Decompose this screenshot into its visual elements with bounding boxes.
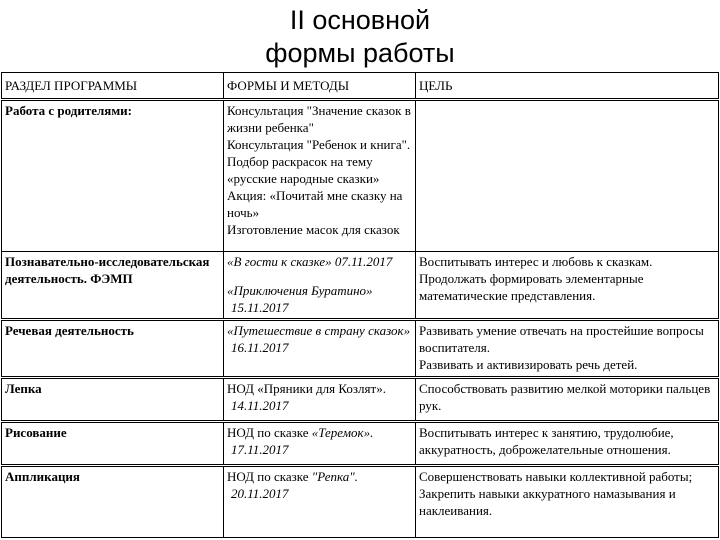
- form-date: 14.11.2017: [231, 398, 289, 413]
- form-date: 17.11.2017: [231, 442, 289, 457]
- slide-title-line2: формы работы: [265, 38, 455, 68]
- goal-item: Совершенствовать навыки коллективной работы;: [419, 469, 693, 484]
- goal-cell: [416, 378, 719, 422]
- goal-cell: [416, 422, 719, 466]
- form-item-title: "Репка".: [311, 469, 358, 484]
- forms-cell: [224, 466, 416, 538]
- section-cell: Работа с родителями:: [2, 100, 224, 252]
- goal-cell: [416, 100, 719, 252]
- table-row: [2, 378, 719, 422]
- program-table: [1, 72, 719, 538]
- form-item: НОД по сказке: [227, 469, 309, 484]
- forms-cell: [224, 252, 416, 320]
- slide-title: [0, 4, 720, 70]
- form-item: НОД по сказке: [227, 425, 309, 440]
- form-item: Консультация "Ребенок и книга".: [227, 137, 411, 152]
- goal-item: Закрепить навыки аккуратного намазывания и наклеивания.: [419, 486, 676, 518]
- section-cell: Рисование: [2, 422, 224, 466]
- table-row: [2, 422, 719, 466]
- goal-item: Развивать умение отвечать на простейшие вопросы воспитателя.: [419, 323, 704, 355]
- form-item-title: «Теремок».: [311, 425, 374, 440]
- form-item-line: [227, 468, 412, 485]
- header-goal: ЦЕЛЬ: [416, 73, 719, 100]
- forms-cell: [224, 320, 416, 378]
- section-cell: Речевая деятельность: [2, 320, 224, 378]
- table-row: [2, 320, 719, 378]
- table-header-row: [2, 73, 719, 100]
- form-item: Подбор раскрасок на тему «русские народные сказки»: [227, 154, 380, 186]
- forms-cell: [224, 422, 416, 466]
- forms-cell: [224, 100, 416, 252]
- form-item-line: [227, 424, 412, 441]
- table-row: [2, 100, 719, 252]
- header-section: РАЗДЕЛ ПРОГРАММЫ: [2, 73, 224, 100]
- goal-item: Воспитывать интерес и любовь к сказкам.: [419, 254, 653, 269]
- form-item: Консультация "Значение сказок в жизни ребенка": [227, 103, 411, 135]
- section-cell: Аппликация: [2, 466, 224, 538]
- table-row: [2, 252, 719, 320]
- form-item: НОД «Пряники для Козлят».: [227, 381, 386, 396]
- header-forms: ФОРМЫ И МЕТОДЫ: [224, 73, 416, 100]
- form-date: 16.11.2017: [231, 340, 289, 355]
- section-cell: Лепка: [2, 378, 224, 422]
- goal-cell: [416, 252, 719, 320]
- form-item: Изготовление масок для сказок: [227, 222, 400, 237]
- form-item: «В гости к сказке» 07.11.2017: [227, 254, 393, 269]
- table-row: [2, 466, 719, 538]
- form-item: «Приключения Буратино»: [227, 283, 373, 298]
- form-item: Акция: «Почитай мне сказку на ночь»: [227, 188, 403, 220]
- form-item: «Путешествие в страну сказок»: [227, 323, 411, 338]
- goal-item: Способствовать развитию мелкой моторики пальцев рук.: [419, 381, 711, 413]
- forms-cell: [224, 378, 416, 422]
- form-date: 20.11.2017: [231, 486, 289, 501]
- form-gap: [227, 270, 412, 282]
- section-cell: Познавательно-исследовательская деятельность. ФЭМП: [2, 252, 224, 320]
- form-date: 15.11.2017: [231, 300, 289, 315]
- goal-item: Воспитывать интерес к занятию, трудолюбие, аккуратность, доброжелательные отношения.: [419, 425, 674, 457]
- goal-item: Развивать и активизировать речь детей.: [419, 357, 638, 372]
- goal-cell: [416, 320, 719, 378]
- goal-cell: [416, 466, 719, 538]
- goal-item: Продолжать формировать элементарные математические представления.: [419, 271, 644, 303]
- slide-title-line1: II основной: [289, 5, 431, 35]
